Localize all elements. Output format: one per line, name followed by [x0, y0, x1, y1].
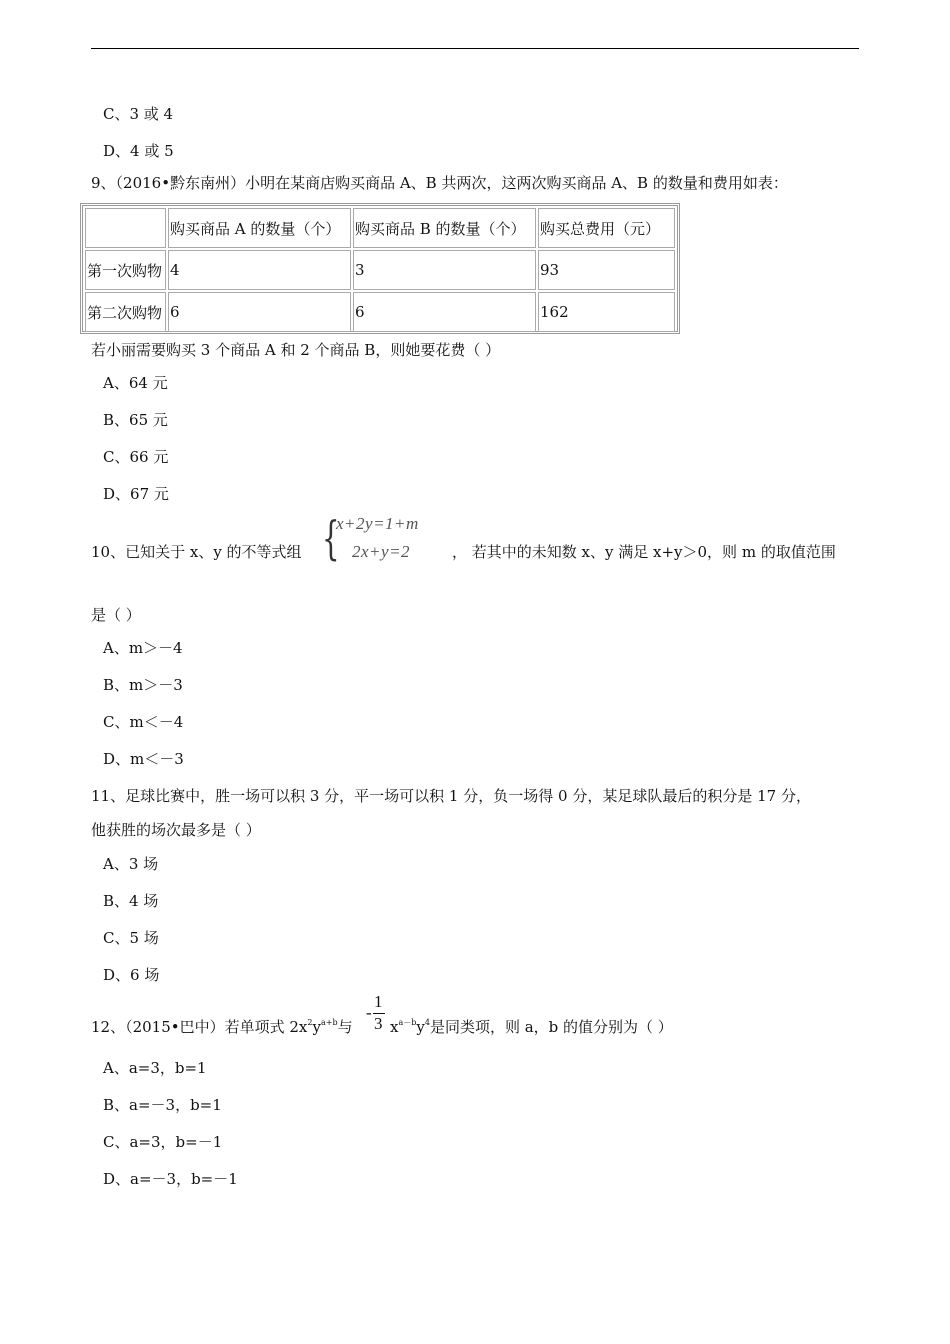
q10-option-b[interactable]: B、m＞－3 — [103, 676, 183, 694]
table-cell: 3 — [353, 250, 536, 290]
table-cell: 6 — [353, 292, 536, 332]
q11-option-b[interactable]: B、4 场 — [103, 892, 159, 910]
q12-sup1: 2 — [307, 1018, 313, 1027]
q12-stem — [91, 1013, 353, 1037]
q11-stem-cont: 他获胜的场次最多是（ ） — [91, 821, 261, 839]
q9-question: 若小丽需要购买 3 个商品 A 和 2 个商品 B，则她要花费（ ） — [91, 341, 501, 359]
equation-1: x+2y=1+m — [336, 514, 419, 533]
q12-stem-b: 是同类项，则 a，b 的值分别为（ ） — [429, 1018, 673, 1036]
table-row — [85, 250, 675, 290]
q9-option-d[interactable]: D、67 元 — [103, 485, 169, 503]
table-row — [85, 292, 675, 332]
q10-option-c[interactable]: C、m＜－4 — [103, 713, 184, 731]
q9-table — [80, 203, 680, 334]
q9-option-c[interactable]: C、66 元 — [103, 448, 169, 466]
q11-option-c[interactable]: C、5 场 — [103, 929, 159, 947]
q10-option-d[interactable]: D、m＜－3 — [103, 750, 184, 768]
q12-y2: y — [416, 1018, 425, 1036]
q12-with: 与 — [337, 1018, 353, 1036]
q12-sup2: a+b — [320, 1018, 338, 1027]
table-cell: 6 — [168, 292, 351, 332]
q8-option-d[interactable]: D、4 或 5 — [103, 142, 174, 160]
q11-stem: 11、足球比赛中，胜一场可以积 3 分，平一场可以积 1 分，负一场得 0 分，某足球队最后的积分是 17 分， — [91, 787, 811, 805]
table-cell: 93 — [538, 250, 675, 290]
equation-system — [322, 510, 462, 566]
q12-option-c[interactable]: C、a=3，b=－1 — [103, 1133, 223, 1151]
q12-option-d[interactable]: D、a=－3，b=－1 — [103, 1170, 238, 1188]
q12-sup4: 4 — [424, 1018, 430, 1027]
q9-option-a[interactable]: A、64 元 — [103, 374, 168, 392]
q12-stem-rest — [390, 1013, 673, 1037]
fraction-numerator: 1 — [374, 992, 383, 1011]
fraction-one-third — [366, 992, 390, 1038]
fraction-denominator: 3 — [374, 1014, 383, 1033]
q11-option-d[interactable]: D、6 场 — [103, 966, 160, 984]
minus-sign: - — [366, 1003, 372, 1022]
q12-y: y — [312, 1018, 321, 1036]
q12-sup3: a－b — [398, 1018, 417, 1027]
header-rule — [91, 48, 859, 49]
table-cell: 第二次购物 — [85, 292, 166, 332]
q10-stem-cont: 是（ ） — [91, 606, 141, 624]
equation-2: 2x+y=2 — [352, 542, 411, 561]
q12-stem-a: 12、（2015•巴中）若单项式 2x — [91, 1018, 308, 1036]
table-cell: 第一次购物 — [85, 250, 166, 290]
q12-option-b[interactable]: B、a=－3，b=1 — [103, 1096, 222, 1114]
table-header-cell: 购买总费用（元） — [538, 208, 675, 248]
table-cell: 162 — [538, 292, 675, 332]
q12-option-a[interactable]: A、a=3，b=1 — [103, 1059, 207, 1077]
table-cell: 4 — [168, 250, 351, 290]
q9-option-b[interactable]: B、65 元 — [103, 411, 168, 429]
q10-option-a[interactable]: A、m＞－4 — [103, 639, 183, 657]
table-header-cell — [85, 208, 166, 248]
table-header-cell: 购买商品 B 的数量（个） — [353, 208, 536, 248]
q9-stem: 9、（2016•黔东南州）小明在某商店购买商品 A、B 共两次，这两次购买商品 A、B 的数量和费用如表： — [91, 174, 788, 192]
table-header-row — [85, 208, 675, 248]
q10-stem: 10、已知关于 x、y 的不等式组 — [91, 543, 302, 561]
brace-icon: { — [322, 511, 340, 565]
q8-option-c[interactable]: C、3 或 4 — [103, 105, 174, 123]
q10-stem-after: ， 若其中的未知数 x、y 满足 x+y＞0，则 m 的取值范围 — [452, 543, 836, 561]
table-header-cell: 购买商品 A 的数量（个） — [168, 208, 351, 248]
q12-x: x — [390, 1018, 399, 1036]
q11-option-a[interactable]: A、3 场 — [103, 855, 159, 873]
